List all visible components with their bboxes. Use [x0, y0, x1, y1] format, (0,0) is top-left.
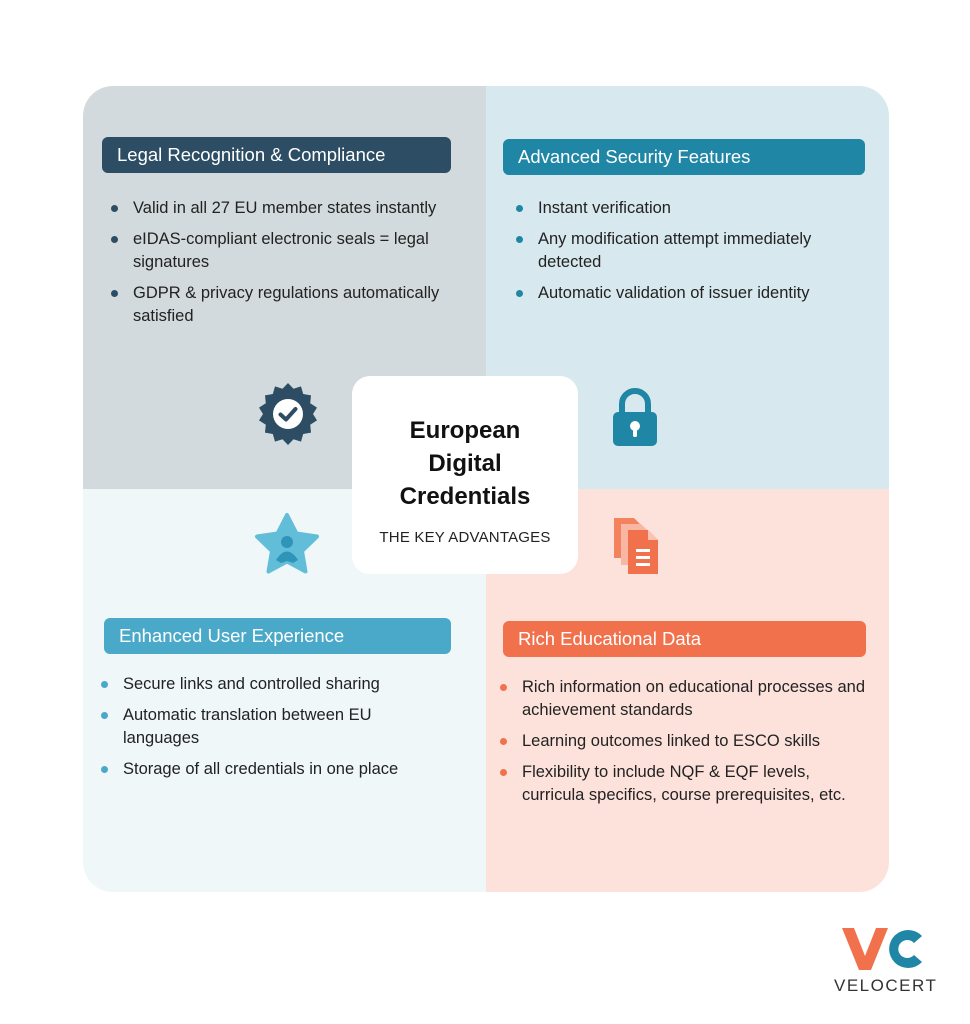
- list-item: Storage of all credentials in one place: [98, 758, 448, 781]
- educational-data-heading: Rich Educational Data: [503, 621, 866, 657]
- documents-icon: [612, 516, 662, 576]
- vc-logo-mark-icon: [834, 924, 930, 974]
- list-item: Instant verification: [513, 197, 858, 220]
- verified-badge-icon: [255, 381, 321, 447]
- page-subtitle: THE KEY ADVANTAGES: [379, 529, 551, 546]
- logo-wordmark: VELOCERT: [834, 976, 938, 995]
- list-item: Valid in all 27 EU member states instantly: [108, 197, 468, 220]
- user-experience-heading: Enhanced User Experience: [104, 618, 451, 654]
- list-item: Automatic translation between EU languages: [98, 704, 448, 750]
- list-item: Rich information on educational processes and achievement standards: [497, 676, 867, 722]
- velocert-logo: [834, 924, 938, 996]
- security-heading: Advanced Security Features: [503, 139, 865, 175]
- page-title: European Digital Credentials: [399, 417, 531, 510]
- list-item: GDPR & privacy regulations automatically satisfied: [108, 282, 468, 328]
- educational-data-points: [497, 676, 867, 815]
- list-item: Flexibility to include NQF & EQF levels, curricula specifics, course prerequisites, etc.: [497, 761, 867, 807]
- list-item: Learning outcomes linked to ESCO skills: [497, 730, 867, 753]
- star-user-icon: [253, 512, 321, 576]
- center-card: [352, 376, 578, 574]
- list-item: Any modification attempt immediately detected: [513, 228, 858, 274]
- list-item: Automatic validation of issuer identity: [513, 282, 858, 305]
- user-experience-points: [98, 673, 448, 789]
- padlock-icon: [611, 386, 659, 448]
- list-item: Secure links and controlled sharing: [98, 673, 448, 696]
- legal-points: [108, 197, 468, 336]
- list-item: eIDAS-compliant electronic seals = legal signatures: [108, 228, 468, 274]
- security-points: [513, 197, 858, 313]
- legal-heading: Legal Recognition & Compliance: [102, 137, 451, 173]
